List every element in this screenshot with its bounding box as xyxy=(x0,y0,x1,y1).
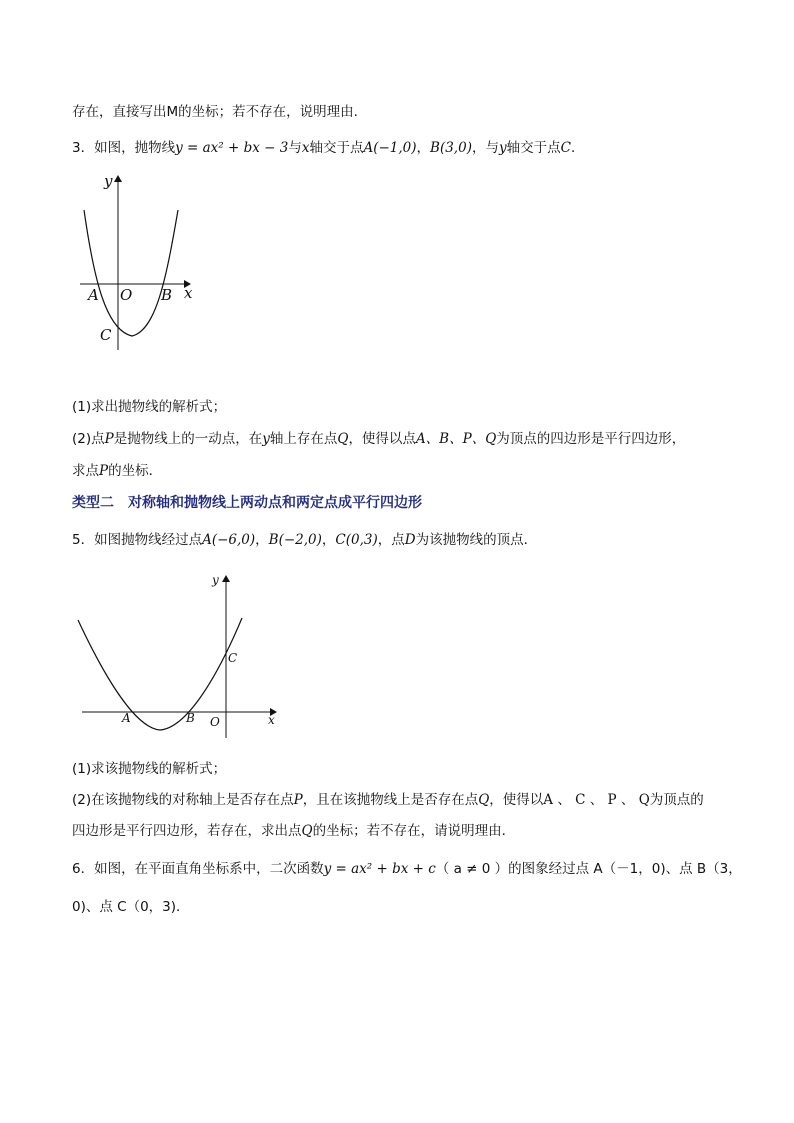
q5-label-y: y xyxy=(212,573,219,587)
q3-part2-line2 xyxy=(72,461,162,481)
q6-condition: （ a ≠ 0 ） xyxy=(435,861,509,877)
q5-part1-text: (1)求该抛物线的解析式； xyxy=(72,761,227,777)
q3-part2-b: 是抛物线上的一动点，在 xyxy=(113,431,263,447)
q3-label-y: y xyxy=(104,172,113,190)
q5-part2-b: ，且在该抛物线上是否存在点 xyxy=(302,792,479,808)
q3-part2-d: ，使得以点 xyxy=(348,431,416,447)
q6-line2 xyxy=(72,897,190,917)
q3-part1 xyxy=(72,397,226,417)
intro-text: 存在，直接写出M的坐标；若不存在，说明理由. xyxy=(72,104,358,120)
q6-equation: y = ax² + bx + c xyxy=(323,861,436,877)
q5-part2-pts: A 、 C 、 P 、 Q xyxy=(543,792,650,808)
q5-text-c: 为该抛物线的顶点． xyxy=(415,532,538,548)
q6-number: 6． xyxy=(72,861,95,877)
q3-text-b: 与 xyxy=(288,140,302,156)
q3-label-a: A xyxy=(88,286,99,304)
q5-label-a: A xyxy=(122,711,131,725)
q6-line2-text: 0)、点 C（0，3)． xyxy=(72,899,190,915)
q6-text-a: 如图，在平面直角坐标系中，二次函数 xyxy=(94,861,324,877)
q3-part2-c: 轴上存在点 xyxy=(269,431,338,447)
q5-sep1: ， xyxy=(255,532,269,548)
q3-part2 xyxy=(72,429,685,449)
q5-parabola-curve xyxy=(78,618,242,730)
q3-parabola-curve xyxy=(84,210,178,336)
q3-part2-y: y xyxy=(262,431,270,447)
q6-text-b: 的图象经过点 A（－1，0)、点 B（3， xyxy=(508,861,742,877)
q5-label-o: O xyxy=(210,715,220,729)
q3-part2-a: (2)点 xyxy=(72,431,105,447)
q5-point-a: A(−6,0) xyxy=(202,532,256,548)
q3-label-b: B xyxy=(161,286,173,304)
q5-label-b: B xyxy=(186,711,195,725)
q3-part2-line2-b: 的坐标． xyxy=(108,463,163,479)
q5-point-b: B(−2,0) xyxy=(268,532,322,548)
q5-label-c: C xyxy=(228,651,238,665)
q3-label-x: x xyxy=(184,284,193,302)
q5-text-a: 如图抛物线经过点 xyxy=(94,532,203,548)
q3-text-c: 轴交于点 xyxy=(309,140,364,156)
q3-part2-p: P xyxy=(104,431,114,447)
q3-y-var: y xyxy=(498,140,507,156)
q3-part2-line2-p: P xyxy=(99,463,109,479)
q3-part2-line2-a: 求点 xyxy=(72,463,99,479)
q5-part2-line2 xyxy=(72,821,515,841)
q3-number: 3． xyxy=(72,140,95,156)
q5-part2-d: 为顶点的 xyxy=(649,792,704,808)
q5-part2-c: ，使得以 xyxy=(489,792,544,808)
q3-x-var: x xyxy=(301,140,310,156)
q5-text-b: ，点 xyxy=(377,532,405,548)
q3-text-a: 如图，抛物线 xyxy=(94,140,176,156)
q5-sep2: ， xyxy=(321,532,336,548)
q3-label-o: O xyxy=(120,286,133,304)
q3-point-c: C xyxy=(560,140,571,156)
q3-part2-e: 为顶点的四边形是平行四边形， xyxy=(496,431,686,447)
q6-statement xyxy=(72,859,742,879)
q3-point-b: B(3,0) xyxy=(430,140,472,156)
q5-point-d: D xyxy=(404,532,416,548)
q5-point-c: C(0,3) xyxy=(335,532,378,548)
q5-part2-line2-a: 四边形是平行四边形，若存在，求出点 xyxy=(72,823,302,839)
q5-parabola-figure xyxy=(76,570,286,740)
q5-label-x: x xyxy=(268,713,275,727)
q5-part2-line2-q: Q xyxy=(301,823,313,839)
q3-equation: y = ax² + bx − 3 xyxy=(175,140,289,156)
q3-text-d: ，与 xyxy=(471,140,499,156)
q3-point-a: A(−1,0) xyxy=(363,140,417,156)
q5-part2 xyxy=(72,790,704,810)
q5-number: 5． xyxy=(72,532,95,548)
q3-statement xyxy=(72,138,575,158)
q5-part2-line2-b: 的坐标；若不存在，请说明理由． xyxy=(312,823,516,839)
q3-parabola-figure xyxy=(80,170,210,350)
q3-sep: ， xyxy=(416,140,431,156)
q3-part1-text: (1)求出抛物线的解析式； xyxy=(72,399,227,415)
q3-part2-q: Q xyxy=(337,431,349,447)
intro-line xyxy=(72,102,358,122)
q5-part2-p: P xyxy=(293,792,303,808)
q5-part1 xyxy=(72,759,226,779)
q5-part2-a: (2)在该抛物线的对称轴上是否存在点 xyxy=(72,792,294,808)
q3-label-c: C xyxy=(100,326,112,344)
q3-text-f: . xyxy=(570,140,576,156)
q3-part2-pts: A、B、P、Q xyxy=(415,431,497,447)
section-heading: 类型二 对称轴和抛物线上两动点和两定点成平行四边形 xyxy=(72,495,422,511)
q5-statement xyxy=(72,530,537,550)
q5-part2-q: Q xyxy=(478,792,490,808)
q3-text-e: 轴交于点 xyxy=(506,140,561,156)
